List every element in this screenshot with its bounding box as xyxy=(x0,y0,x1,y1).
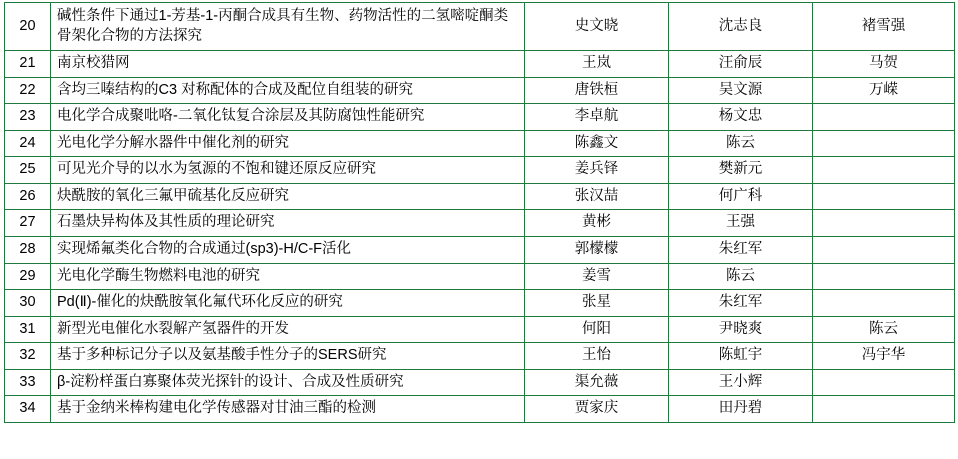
member-two-cell[interactable]: 杨文忠 xyxy=(669,104,813,131)
row-number-cell[interactable]: 30 xyxy=(5,290,51,317)
table-row[interactable] xyxy=(5,343,955,370)
table-row[interactable] xyxy=(5,183,955,210)
member-one-cell[interactable]: 唐铁桓 xyxy=(525,77,669,104)
member-two-cell[interactable]: 王小辉 xyxy=(669,369,813,396)
project-title-cell[interactable]: 光电化学酶生物燃料电池的研究 xyxy=(51,263,525,290)
member-two-cell[interactable]: 何广科 xyxy=(669,183,813,210)
member-two-cell[interactable]: 汪俞辰 xyxy=(669,51,813,78)
table-body xyxy=(5,3,955,423)
member-three-cell[interactable] xyxy=(813,157,955,184)
row-number-cell[interactable]: 25 xyxy=(5,157,51,184)
row-number-cell[interactable]: 33 xyxy=(5,369,51,396)
member-one-cell[interactable]: 贾家庆 xyxy=(525,396,669,423)
member-three-cell[interactable] xyxy=(813,104,955,131)
member-two-cell[interactable]: 樊新元 xyxy=(669,157,813,184)
member-two-cell[interactable]: 朱红军 xyxy=(669,290,813,317)
member-three-cell[interactable]: 陈云 xyxy=(813,316,955,343)
member-three-cell[interactable] xyxy=(813,369,955,396)
member-one-cell[interactable]: 王岚 xyxy=(525,51,669,78)
project-title-cell[interactable]: 新型光电催化水裂解产氢器件的开发 xyxy=(51,316,525,343)
row-number-cell[interactable]: 29 xyxy=(5,263,51,290)
project-title-cell[interactable]: 电化学合成聚吡咯-二氧化钛复合涂层及其防腐蚀性能研究 xyxy=(51,104,525,131)
member-one-cell[interactable]: 渠允薇 xyxy=(525,369,669,396)
member-three-cell[interactable]: 褚雪强 xyxy=(813,3,955,51)
member-three-cell[interactable] xyxy=(813,290,955,317)
member-three-cell[interactable] xyxy=(813,130,955,157)
row-number-cell[interactable]: 26 xyxy=(5,183,51,210)
row-number-cell[interactable]: 32 xyxy=(5,343,51,370)
project-title-cell[interactable]: 光电化学分解水器件中催化剂的研究 xyxy=(51,130,525,157)
project-title-cell[interactable]: β-淀粉样蛋白寡聚体荧光探针的设计、合成及性质研究 xyxy=(51,369,525,396)
row-number-cell[interactable]: 24 xyxy=(5,130,51,157)
member-one-cell[interactable]: 何阳 xyxy=(525,316,669,343)
table-row[interactable] xyxy=(5,263,955,290)
member-two-cell[interactable]: 朱红军 xyxy=(669,236,813,263)
member-one-cell[interactable]: 张汉喆 xyxy=(525,183,669,210)
table-row[interactable] xyxy=(5,77,955,104)
table-row[interactable] xyxy=(5,3,955,51)
row-number-cell[interactable]: 34 xyxy=(5,396,51,423)
project-title-cell[interactable]: 石墨炔异构体及其性质的理论研究 xyxy=(51,210,525,237)
member-one-cell[interactable]: 李卓航 xyxy=(525,104,669,131)
project-title-cell[interactable]: 基于金纳米棒构建电化学传感器对甘油三酯的检测 xyxy=(51,396,525,423)
project-title-cell[interactable]: 碱性条件下通过1-芳基-1-丙酮合成具有生物、药物活性的二氢嘧啶酮类骨架化合物的方法探究 xyxy=(51,3,525,51)
member-one-cell[interactable]: 姜兵铎 xyxy=(525,157,669,184)
member-one-cell[interactable]: 陈鑫文 xyxy=(525,130,669,157)
row-number-cell[interactable]: 31 xyxy=(5,316,51,343)
member-two-cell[interactable]: 陈虹宇 xyxy=(669,343,813,370)
table-row[interactable] xyxy=(5,157,955,184)
table-row[interactable] xyxy=(5,369,955,396)
project-title-cell[interactable]: 南京校猎网 xyxy=(51,51,525,78)
member-two-cell[interactable]: 吴文源 xyxy=(669,77,813,104)
member-three-cell[interactable] xyxy=(813,263,955,290)
table-row[interactable] xyxy=(5,290,955,317)
project-title-cell[interactable]: 炔酰胺的氧化三氟甲硫基化反应研究 xyxy=(51,183,525,210)
table-row[interactable] xyxy=(5,210,955,237)
row-number-cell[interactable]: 28 xyxy=(5,236,51,263)
member-two-cell[interactable]: 沈志良 xyxy=(669,3,813,51)
table-row[interactable] xyxy=(5,104,955,131)
row-number-cell[interactable]: 22 xyxy=(5,77,51,104)
member-three-cell[interactable]: 万嵘 xyxy=(813,77,955,104)
table-row[interactable] xyxy=(5,51,955,78)
member-two-cell[interactable]: 田丹碧 xyxy=(669,396,813,423)
project-title-cell[interactable]: 基于多种标记分子以及氨基酸手性分子的SERS研究 xyxy=(51,343,525,370)
member-two-cell[interactable]: 陈云 xyxy=(669,263,813,290)
member-one-cell[interactable]: 王怡 xyxy=(525,343,669,370)
row-number-cell[interactable]: 27 xyxy=(5,210,51,237)
member-three-cell[interactable] xyxy=(813,396,955,423)
project-table xyxy=(4,2,955,423)
table-row[interactable] xyxy=(5,130,955,157)
member-one-cell[interactable]: 黄彬 xyxy=(525,210,669,237)
member-one-cell[interactable]: 郭檬檬 xyxy=(525,236,669,263)
table-row[interactable] xyxy=(5,396,955,423)
row-number-cell[interactable]: 23 xyxy=(5,104,51,131)
member-two-cell[interactable]: 尹晓爽 xyxy=(669,316,813,343)
member-one-cell[interactable]: 姜雪 xyxy=(525,263,669,290)
table-row[interactable] xyxy=(5,316,955,343)
row-number-cell[interactable]: 20 xyxy=(5,3,51,51)
project-title-cell[interactable]: Pd(Ⅱ)-催化的炔酰胺氧化氟代环化反应的研究 xyxy=(51,290,525,317)
project-title-cell[interactable]: 可见光介导的以水为氢源的不饱和键还原反应研究 xyxy=(51,157,525,184)
member-three-cell[interactable]: 马贺 xyxy=(813,51,955,78)
member-two-cell[interactable]: 陈云 xyxy=(669,130,813,157)
member-three-cell[interactable] xyxy=(813,183,955,210)
member-one-cell[interactable]: 史文晓 xyxy=(525,3,669,51)
row-number-cell[interactable]: 21 xyxy=(5,51,51,78)
member-three-cell[interactable] xyxy=(813,210,955,237)
project-title-cell[interactable]: 实现烯氟类化合物的合成通过(sp3)-H/C-F活化 xyxy=(51,236,525,263)
member-two-cell[interactable]: 王强 xyxy=(669,210,813,237)
member-one-cell[interactable]: 张星 xyxy=(525,290,669,317)
member-three-cell[interactable]: 冯宇华 xyxy=(813,343,955,370)
table-row[interactable] xyxy=(5,236,955,263)
member-three-cell[interactable] xyxy=(813,236,955,263)
project-title-cell[interactable]: 含均三嗪结构的C3 对称配体的合成及配位自组装的研究 xyxy=(51,77,525,104)
